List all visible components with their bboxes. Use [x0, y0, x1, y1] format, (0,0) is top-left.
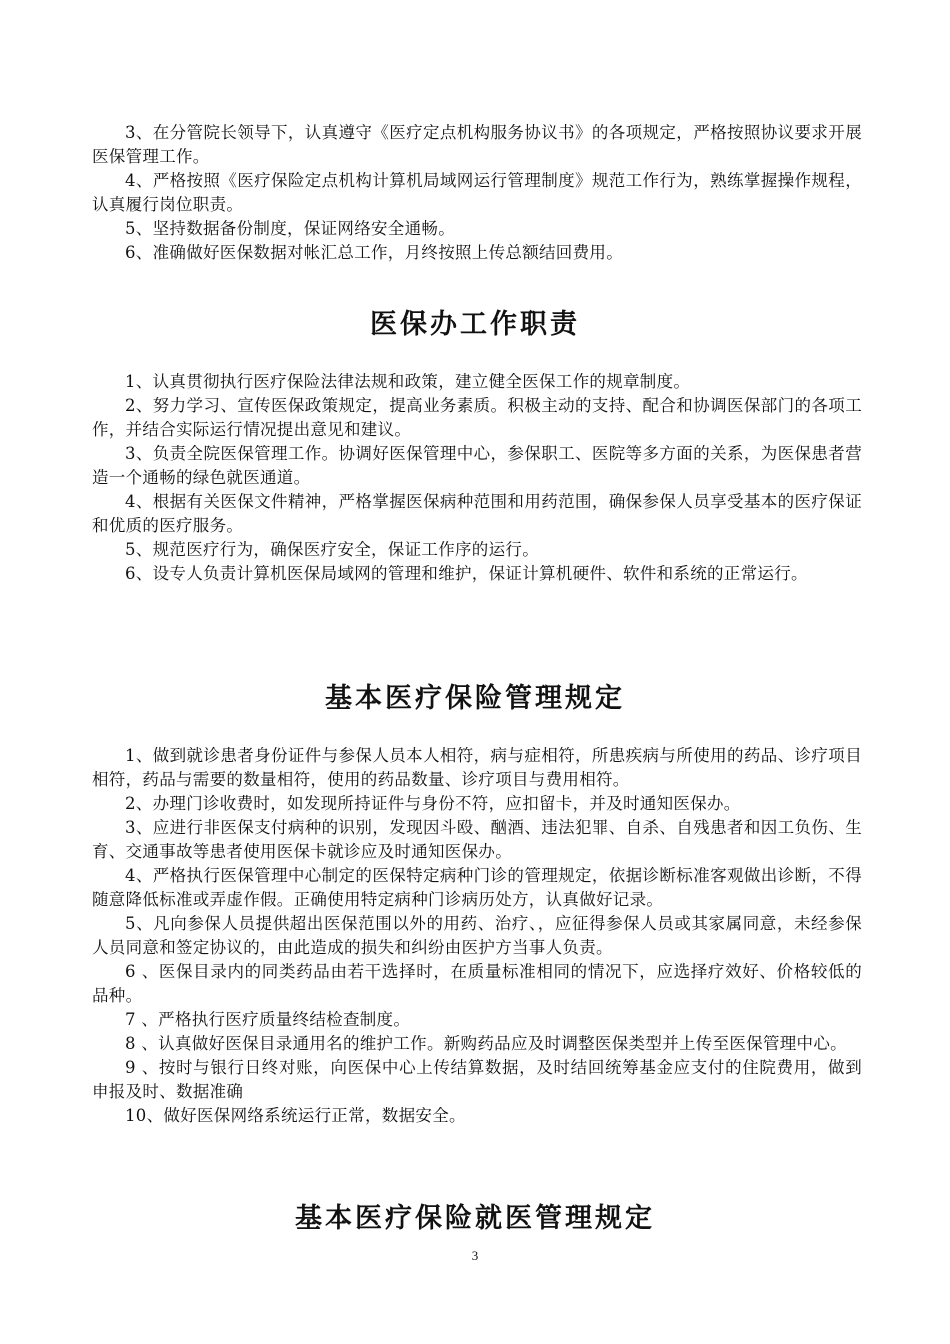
list-item: 5、凡向参保人员提供超出医保范围以外的用药、治疗、，应征得参保人员或其家属同意，未经参保人员同意和签定协议的，由此造成的损失和纠纷由医护方当事人负责。 — [92, 914, 862, 957]
office-duties-list — [92, 370, 862, 586]
list-item: 9 、按时与银行日终对账，向医保中心上传结算数据，及时结回统筹基金应支付的住院费用，做到申报及时、数据准确 — [92, 1058, 862, 1101]
list-item: 1、认真贯彻执行医疗保险法律法规和政策，建立健全医保工作的规章制度。 — [125, 372, 691, 391]
intro-list — [92, 121, 862, 265]
list-item: 6、设专人负责计算机医保局域网的管理和维护，保证计算机硬件、软件和系统的正常运行。 — [125, 564, 808, 583]
list-item: 8 、认真做好医保目录通用名的维护工作。新购药品应及时调整医保类型并上传至医保管理中心。 — [125, 1034, 847, 1053]
section-title-office: 医保办工作职责 — [370, 309, 580, 340]
section-title-next: 基本医疗保险就医管理规定 — [295, 1203, 655, 1234]
list-item: 5、坚持数据备份制度，保证网络安全通畅。 — [125, 219, 455, 238]
list-item: 2、办理门诊收费时，如发现所持证件与身份不符，应扣留卡，并及时通知医保办。 — [125, 794, 741, 813]
list-item: 1、做到就诊患者身份证件与参保人员本人相符，病与症相符，所患疾病与所使用的药品、诊疗项目相符，药品与需要的数量相符，使用的药品数量、诊疗项目与费用相符。 — [92, 746, 862, 789]
list-item: 2、努力学习、宣传医保政策规定，提高业务素质。积极主动的支持、配合和协调医保部门的各项工作，并结合实际运行情况提出意见和建议。 — [92, 396, 862, 439]
list-item: 6 、医保目录内的同类药品由若干选择时，在质量标准相同的情况下，应选择疗效好、价格较低的品种。 — [92, 962, 862, 1005]
list-item: 4、严格执行医保管理中心制定的医保特定病种门诊的管理规定，依据诊断标准客观做出诊断，不得随意降低标准或弄虚作假。正确使用特定病种门诊病历处方，认真做好记录。 — [92, 866, 862, 909]
list-item: 3、在分管院长领导下，认真遵守《医疗定点机构服务协议书》的各项规定，严格按照协议要求开展医保管理工作。 — [92, 123, 862, 166]
list-item: 6、准确做好医保数据对帐汇总工作，月终按照上传总额结回费用。 — [125, 243, 623, 262]
list-item: 10、做好医保网络系统运行正常，数据安全。 — [125, 1106, 466, 1125]
list-item: 3、负责全院医保管理工作。协调好医保管理中心，参保职工、医院等多方面的关系，为医保患者营造一个通畅的绿色就医通道。 — [92, 444, 862, 487]
rules-list — [92, 744, 862, 1128]
list-item: 4、严格按照《医疗保险定点机构计算机局域网运行管理制度》规范工作行为，熟练掌握操作规程，认真履行岗位职责。 — [92, 171, 862, 214]
section-title-rules: 基本医疗保险管理规定 — [325, 683, 625, 714]
list-item: 4、根据有关医保文件精神，严格掌握医保病种范围和用药范围，确保参保人员享受基本的医疗保证和优质的医疗服务。 — [92, 492, 862, 535]
list-item: 7 、严格执行医疗质量终结检查制度。 — [125, 1010, 411, 1029]
page-number: 3 — [471, 1248, 479, 1263]
list-item: 5、规范医疗行为，确保医疗安全，保证工作序的运行。 — [125, 540, 539, 559]
list-item: 3、应进行非医保支付病种的识别，发现因斗殴、酗酒、违法犯罪、自杀、自残患者和因工负伤、生育、交通事故等患者使用医保卡就诊应及时通知医保办。 — [92, 818, 862, 861]
